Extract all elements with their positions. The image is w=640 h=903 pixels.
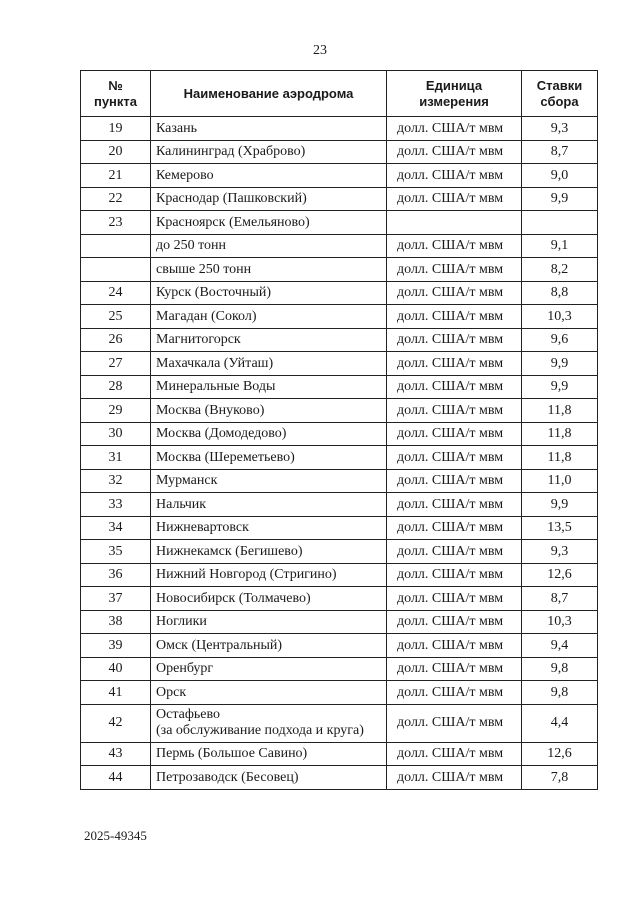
cell-unit: долл. США/т мвм — [387, 657, 522, 681]
cell-aerodrome-name: Остафьево (за обслуживание подхода и круга) — [151, 704, 387, 742]
table-row — [81, 540, 598, 564]
header-rate — [522, 71, 598, 117]
table-row — [81, 563, 598, 587]
cell-item-number: 22 — [81, 187, 151, 211]
table-row — [81, 328, 598, 352]
cell-unit: долл. США/т мвм — [387, 766, 522, 790]
cell-aerodrome-name: Нижний Новгород (Стригино) — [151, 563, 387, 587]
cell-aerodrome-name: Москва (Внуково) — [151, 399, 387, 423]
cell-rate: 10,3 — [522, 305, 598, 329]
cell-rate: 9,6 — [522, 328, 598, 352]
cell-rate: 7,8 — [522, 766, 598, 790]
cell-rate: 11,8 — [522, 422, 598, 446]
cell-aerodrome-name: Курск (Восточный) — [151, 281, 387, 305]
header-rate-line2: сбора — [540, 93, 579, 109]
cell-rate: 4,4 — [522, 704, 598, 742]
cell-aerodrome-name: Оренбург — [151, 657, 387, 681]
header-rate-line1: Ставки — [536, 77, 583, 93]
cell-rate: 11,8 — [522, 446, 598, 470]
cell-rate: 13,5 — [522, 516, 598, 540]
header-unit-line1: Единица — [425, 77, 483, 93]
cell-item-number: 29 — [81, 399, 151, 423]
header-item-number-line1: № — [108, 77, 123, 93]
page-number: 23 — [313, 43, 327, 58]
table-header-row — [81, 71, 598, 117]
cell-unit — [387, 211, 522, 235]
table-row — [81, 704, 598, 742]
cell-unit: долл. США/т мвм — [387, 328, 522, 352]
cell-item-number: 25 — [81, 305, 151, 329]
cell-unit: долл. США/т мвм — [387, 516, 522, 540]
cell-item-number: 41 — [81, 681, 151, 705]
cell-item-number: 20 — [81, 140, 151, 164]
table-row — [81, 164, 598, 188]
cell-rate: 9,9 — [522, 375, 598, 399]
cell-rate: 9,9 — [522, 187, 598, 211]
table-row — [81, 352, 598, 376]
cell-rate: 9,8 — [522, 657, 598, 681]
cell-rate: 12,6 — [522, 563, 598, 587]
cell-unit: долл. США/т мвм — [387, 446, 522, 470]
table-row — [81, 610, 598, 634]
cell-unit: долл. США/т мвм — [387, 469, 522, 493]
cell-rate: 12,6 — [522, 742, 598, 766]
cell-item-number — [81, 234, 151, 258]
cell-aerodrome-name: Махачкала (Уйташ) — [151, 352, 387, 376]
cell-unit: долл. США/т мвм — [387, 563, 522, 587]
cell-unit: долл. США/т мвм — [387, 117, 522, 141]
cell-aerodrome-name: Красноярск (Емельяново) — [151, 211, 387, 235]
table-row — [81, 587, 598, 611]
cell-item-number: 24 — [81, 281, 151, 305]
cell-rate: 8,2 — [522, 258, 598, 282]
table-row — [81, 634, 598, 658]
cell-aerodrome-name: Нижневартовск — [151, 516, 387, 540]
cell-item-number: 30 — [81, 422, 151, 446]
cell-item-number: 19 — [81, 117, 151, 141]
table-row — [81, 516, 598, 540]
table-row — [81, 234, 598, 258]
cell-unit: долл. США/т мвм — [387, 258, 522, 282]
cell-unit: долл. США/т мвм — [387, 399, 522, 423]
table-row — [81, 399, 598, 423]
table-row — [81, 493, 598, 517]
cell-item-number: 40 — [81, 657, 151, 681]
cell-item-number — [81, 258, 151, 282]
cell-aerodrome-name: Ноглики — [151, 610, 387, 634]
table-body — [81, 117, 598, 790]
cell-item-number: 37 — [81, 587, 151, 611]
cell-rate: 11,8 — [522, 399, 598, 423]
cell-item-number: 33 — [81, 493, 151, 517]
header-unit-line2: измерения — [419, 93, 489, 109]
cell-item-number: 42 — [81, 704, 151, 742]
cell-aerodrome-name: Орск — [151, 681, 387, 705]
cell-aerodrome-name: Калининград (Храброво) — [151, 140, 387, 164]
cell-unit: долл. США/т мвм — [387, 681, 522, 705]
cell-rate: 8,8 — [522, 281, 598, 305]
cell-rate: 8,7 — [522, 587, 598, 611]
table-row — [81, 657, 598, 681]
cell-item-number: 32 — [81, 469, 151, 493]
cell-aerodrome-name: Магадан (Сокол) — [151, 305, 387, 329]
table-row — [81, 446, 598, 470]
cell-aerodrome-name: Нальчик — [151, 493, 387, 517]
table-row — [81, 422, 598, 446]
table-row — [81, 117, 598, 141]
cell-unit: долл. США/т мвм — [387, 704, 522, 742]
cell-rate: 11,0 — [522, 469, 598, 493]
cell-item-number: 43 — [81, 742, 151, 766]
cell-unit: долл. США/т мвм — [387, 493, 522, 517]
cell-unit: долл. США/т мвм — [387, 742, 522, 766]
cell-item-number: 34 — [81, 516, 151, 540]
cell-item-number: 31 — [81, 446, 151, 470]
cell-rate — [522, 211, 598, 235]
cell-item-number: 44 — [81, 766, 151, 790]
header-aerodrome-name: Наименование аэродрома — [151, 71, 387, 117]
table-row — [81, 211, 598, 235]
cell-unit: долл. США/т мвм — [387, 610, 522, 634]
table-row — [81, 305, 598, 329]
cell-aerodrome-name: Нижнекамск (Бегишево) — [151, 540, 387, 564]
table-row — [81, 375, 598, 399]
cell-aerodrome-name: Краснодар (Пашковский) — [151, 187, 387, 211]
cell-unit: долл. США/т мвм — [387, 634, 522, 658]
cell-aerodrome-name: Москва (Шереметьево) — [151, 446, 387, 470]
cell-rate: 10,3 — [522, 610, 598, 634]
cell-unit: долл. США/т мвм — [387, 305, 522, 329]
cell-item-number: 28 — [81, 375, 151, 399]
table-row — [81, 742, 598, 766]
cell-item-number: 27 — [81, 352, 151, 376]
cell-item-number: 23 — [81, 211, 151, 235]
cell-aerodrome-name: до 250 тонн — [151, 234, 387, 258]
table-row — [81, 469, 598, 493]
cell-rate: 9,3 — [522, 117, 598, 141]
table-row — [81, 681, 598, 705]
document-code: 2025-49345 — [84, 828, 147, 843]
cell-rate: 9,9 — [522, 352, 598, 376]
header-item-number — [81, 71, 151, 117]
cell-rate: 9,9 — [522, 493, 598, 517]
cell-aerodrome-name: Москва (Домодедово) — [151, 422, 387, 446]
cell-rate: 9,4 — [522, 634, 598, 658]
cell-aerodrome-name: Новосибирск (Толмачево) — [151, 587, 387, 611]
cell-item-number: 21 — [81, 164, 151, 188]
cell-unit: долл. США/т мвм — [387, 587, 522, 611]
header-item-number-line2: пункта — [93, 93, 138, 109]
cell-rate: 9,3 — [522, 540, 598, 564]
cell-aerodrome-name: Омск (Центральный) — [151, 634, 387, 658]
cell-rate: 8,7 — [522, 140, 598, 164]
table-row — [81, 766, 598, 790]
table-row — [81, 187, 598, 211]
cell-unit: долл. США/т мвм — [387, 375, 522, 399]
aerodrome-rates-table — [80, 70, 598, 790]
cell-item-number: 38 — [81, 610, 151, 634]
cell-aerodrome-name: Мурманск — [151, 469, 387, 493]
table-row — [81, 140, 598, 164]
cell-aerodrome-name: Минеральные Воды — [151, 375, 387, 399]
table-row — [81, 258, 598, 282]
cell-rate: 9,0 — [522, 164, 598, 188]
cell-aerodrome-name: свыше 250 тонн — [151, 258, 387, 282]
cell-unit: долл. США/т мвм — [387, 187, 522, 211]
cell-aerodrome-name: Пермь (Большое Савино) — [151, 742, 387, 766]
cell-unit: долл. США/т мвм — [387, 540, 522, 564]
cell-rate: 9,1 — [522, 234, 598, 258]
cell-unit: долл. США/т мвм — [387, 422, 522, 446]
cell-unit: долл. США/т мвм — [387, 352, 522, 376]
cell-item-number: 39 — [81, 634, 151, 658]
cell-aerodrome-name: Кемерово — [151, 164, 387, 188]
cell-item-number: 36 — [81, 563, 151, 587]
cell-aerodrome-name: Магнитогорск — [151, 328, 387, 352]
cell-aerodrome-name: Петрозаводск (Бесовец) — [151, 766, 387, 790]
header-unit — [387, 71, 522, 117]
cell-item-number: 26 — [81, 328, 151, 352]
cell-rate: 9,8 — [522, 681, 598, 705]
table-row — [81, 281, 598, 305]
cell-aerodrome-name: Казань — [151, 117, 387, 141]
cell-unit: долл. США/т мвм — [387, 164, 522, 188]
cell-unit: долл. США/т мвм — [387, 281, 522, 305]
cell-unit: долл. США/т мвм — [387, 140, 522, 164]
cell-item-number: 35 — [81, 540, 151, 564]
cell-unit: долл. США/т мвм — [387, 234, 522, 258]
